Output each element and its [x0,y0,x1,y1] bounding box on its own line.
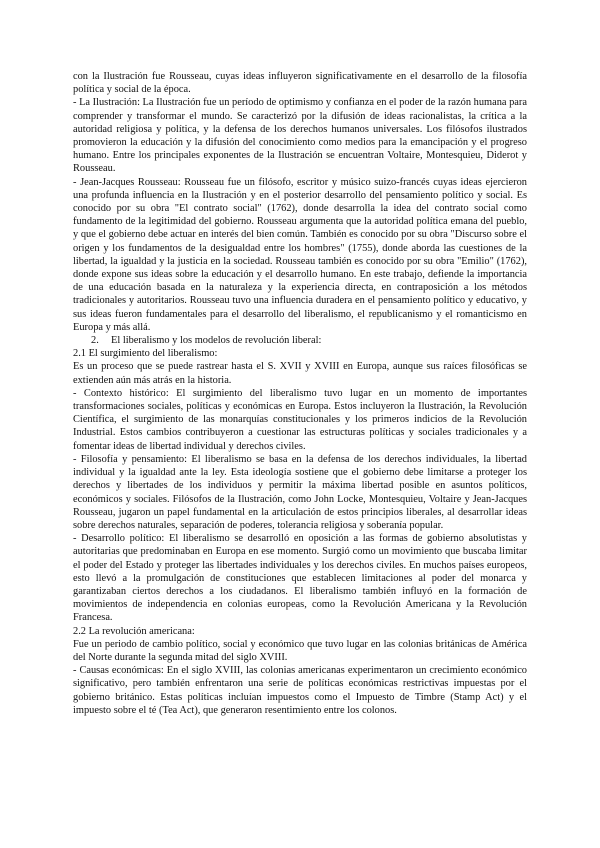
paragraph-periodo-cambio: Fue un periodo de cambio político, social y económico que tuvo lugar en las colonias británicas de América del Norte durante la segunda mitad del siglo XVIII. [73,638,527,663]
paragraph-ilustracion: - La Ilustración: La Ilustración fue un período de optimismo y confianza en el poder de la razón humana para comprender y transformar el mundo. Se caracterizó por la difusión de ideas racionalistas, la crítica a la autoridad religiosa y política, y la defensa de los derechos humanos universales. Los filósofos ilustrados promovieron la educación y la difusión del conocimiento como medios para la emancipación y el progreso humano. Entre los principales exponentes de la Ilustración se encuentran Voltaire, Montesquieu, Diderot y Rousseau. [73,97,527,175]
section-number: 2. [91,335,99,347]
paragraph-causas-economicas: - Causas económicas: En el siglo XVIII, las colonias americanas experimentaron un crecimiento económico significativo, pero también enfrentaron una serie de políticas económicas restrictivas impuestas por el gobierno británico. Estas políticas incluían impuestos como el Impuesto de Timbre (Stamp Act) y el impuesto sobre el té (Tea Act), que generaron resentimiento entre los colonos. [73,665,527,716]
paragraph-desarrollo-politico: - Desarrollo político: El liberalismo se desarrolló en oposición a las formas de gobierno absolutistas y autoritarias que predominaban en Europa en ese momento. Surgió como un movimiento que buscaba limitar el poder del Estado y proteger las libertades individuales y los derechos civiles. En muchos países europeos, esto llevó a la promulgación de constituciones que establecen limitaciones al poder del monarca y garantizaban ciertos derechos a los ciudadanos. El liberalismo también influyó en la formación de movimientos de independencia en colonias europeas, como la Revolución Americana y la Revolución Francesa. [73,533,527,624]
paragraph-rousseau-intro: con la Ilustración fue Rousseau, cuyas ideas influyeron significativamente en el desarrollo de la filosofía política y social de la época. [73,71,527,96]
section-heading-liberalismo [73,334,527,347]
subsection-heading-revolucion-americana: 2.2 La revolución americana: [73,625,195,637]
section-title: El liberalismo y los modelos de revolución liberal: [111,335,322,347]
paragraph-proceso: Es un proceso que se puede rastrear hasta el S. XVII y XVIII en Europa, aunque sus raíces filosóficas se extienden aún más atrás en la historia. [73,361,527,386]
subsection-heading-surgimiento: 2.1 El surgimiento del liberalismo: [73,348,218,360]
document-page [73,70,527,717]
paragraph-contexto-historico: - Contexto histórico: El surgimiento del liberalismo tuvo lugar en un momento de importantes transformaciones sociales, políticas y económicas en Europa. Estos incluyeron la Ilustración, la Revolución Científica, el surgimiento de las monarquías constitucionales y los primeros indicios de la Revolución Industrial. Estos cambios contribuyeron a cuestionar las estructuras políticas y sociales tradicionales y a fomentar ideas de libertad individual y derechos civiles. [73,387,527,452]
paragraph-rousseau: - Jean-Jacques Rousseau: Rousseau fue un filósofo, escritor y músico suizo-francés cuyas ideas ejercieron una profunda influencia en la Ilustración y en el posterior desarrollo del pensamiento político y social. Es conocido por su obra "El contrato social" (1762), donde desarrolla la idea del contrato social como fundamento de la legitimidad del gobierno. Rousseau argumenta que la autoridad política emana del pueblo, y que el gobierno debe actuar en interés del bien común. También es conocido por su obra "Discurso sobre el origen y los fundamentos de la desigualdad entre los hombres" (1755), donde aborda las cuestiones de la libertad, la igualdad y la justicia en la sociedad. Rousseau también es conocido por su obra "Emilio" (1762), donde expone sus ideas sobre la educación y el desarrollo humano. En este trabajo, defiende la importancia de una educación basada en la naturaleza y la experiencia directa, en contraposición a los métodos tradicionales y autoritarios. Rousseau tuvo una influencia duradera en el pensamiento político y educativo, y sus ideas fueron fundamentales para el desarrollo del liberalismo, el republicanismo y el romanticismo en Europa y más allá. [73,176,527,333]
paragraph-filosofia: - Filosofía y pensamiento: El liberalismo se basa en la defensa de los derechos individuales, la libertad individual y la igualdad ante la ley. Esta ideología sostiene que el gobierno debe limitarse a proteger los derechos y libertades de los individuos y permitir la máxima libertad posible en asuntos políticos, económicos y sociales. Filósofos de la Ilustración, como John Locke, Montesquieu, Voltaire y Jean-Jacques Rousseau, jugaron un papel fundamental en la articulación de estos principios liberales, al desarrollar ideas sobre derechos naturales, separación de poderes, tolerancia religiosa y soberanía popular. [73,453,527,531]
